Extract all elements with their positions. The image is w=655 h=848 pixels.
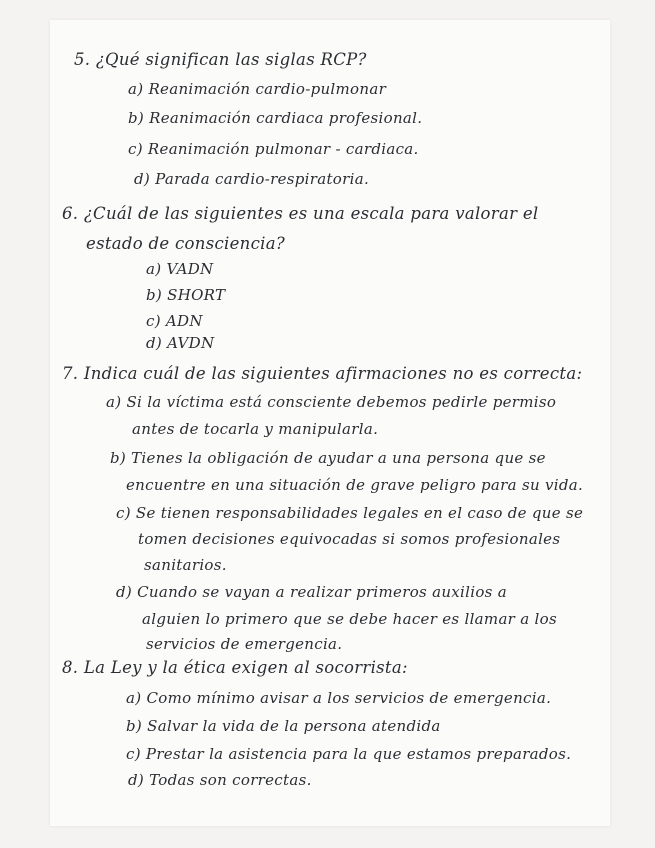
question-6-option-c: c) ADN (146, 312, 203, 330)
question-7-option-b-line-1: b) Tienes la obligación de ayudar a una persona que se (110, 449, 546, 467)
question-7-option-c-line-2: tomen decisiones equivocadas si somos profesionales (138, 530, 561, 548)
question-6-option-b: b) SHORT (146, 286, 226, 304)
question-7-option-c-line-1: c) Se tienen responsabilidades legales en el caso de que se (116, 504, 584, 522)
question-6-option-d: d) AVDN (146, 334, 215, 352)
question-7-option-b-line-2: encuentre en una situación de grave peligro para su vida. (126, 476, 584, 494)
question-5-option-b: b) Reanimación cardiaca profesional. (128, 109, 423, 127)
question-5-prompt: 5. ¿Qué significan las siglas RCP? (74, 50, 367, 69)
question-7-option-a-line-2: antes de tocarla y manipularla. (132, 420, 379, 438)
question-7-option-a-line-1: a) Si la víctima está consciente debemos pedirle permiso (106, 393, 557, 411)
question-7-option-d-line-2: alguien lo primero que se debe hacer es llamar a los (142, 610, 557, 628)
question-5-option-c: c) Reanimación pulmonar - cardiaca. (128, 140, 419, 158)
question-7-prompt: 7. Indica cuál de las siguientes afirmaciones no es correcta: (62, 364, 583, 383)
question-7-option-c-line-3: sanitarios. (144, 556, 227, 574)
question-6-prompt-line-2: estado de consciencia? (86, 234, 285, 253)
question-8-option-b: b) Salvar la vida de la persona atendida (126, 717, 441, 735)
question-5-option-a: a) Reanimación cardio-pulmonar (128, 80, 387, 98)
question-8-option-c: c) Prestar la asistencia para la que estamos preparados. (126, 745, 572, 763)
question-8-option-a: a) Como mínimo avisar a los servicios de emergencia. (126, 689, 552, 707)
question-8-prompt: 8. La Ley y la ética exigen al socorrista: (62, 658, 408, 677)
question-8-option-d: d) Todas son correctas. (128, 771, 312, 789)
question-7-option-d-line-1: d) Cuando se vayan a realizar primeros auxilios a (116, 583, 507, 601)
question-6-option-a: a) VADN (146, 260, 214, 278)
question-6-prompt-line-1: 6. ¿Cuál de las siguientes es una escala para valorar el (62, 204, 539, 223)
question-5-option-d: d) Parada cardio-respiratoria. (134, 170, 370, 188)
question-7-option-d-line-3: servicios de emergencia. (146, 635, 343, 653)
